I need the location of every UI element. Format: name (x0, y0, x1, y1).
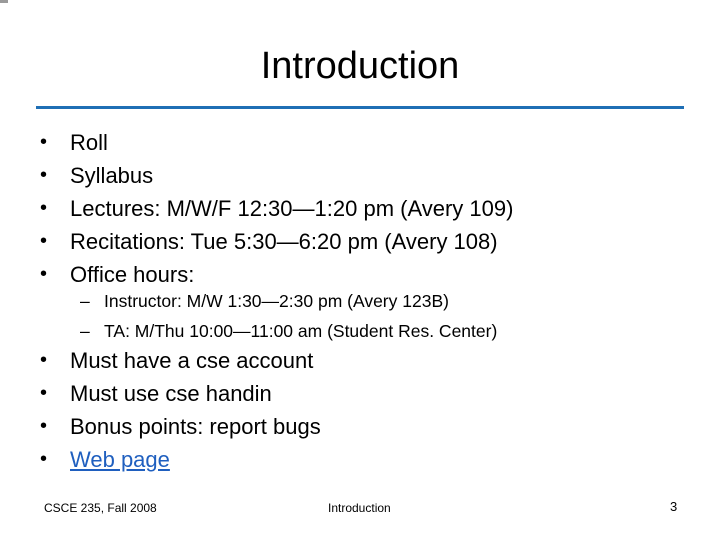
sub-item-text: Instructor: M/W 1:30—2:30 pm (Avery 123B) (104, 291, 449, 311)
bullet-item-syllabus (40, 159, 513, 192)
bullet-text: Lectures: M/W/F 12:30—1:20 pm (Avery 109) (70, 196, 514, 221)
bullet-item-roll (40, 126, 513, 159)
bullet-text: Bonus points: report bugs (70, 414, 321, 439)
bullet-icon: • (40, 415, 48, 437)
bullet-icon: • (40, 263, 48, 285)
corner-mark (0, 0, 8, 3)
sub-item-ta (80, 316, 497, 346)
bullet-item-lectures (40, 192, 513, 225)
title-underline (36, 106, 684, 109)
web-page-link[interactable]: Web page (70, 447, 170, 472)
bullet-item-cse-handin (40, 377, 321, 410)
bullet-text: Syllabus (70, 163, 154, 188)
bullet-list-top (40, 126, 513, 291)
office-hours-sublist (80, 286, 497, 346)
dash-icon: – (80, 321, 90, 341)
sub-item-text: TA: M/Thu 10:00—11:00 am (Student Res. Center) (104, 321, 498, 341)
bullet-icon: • (40, 197, 48, 219)
bullet-item-cse-account (40, 344, 321, 377)
bullet-icon: • (40, 131, 48, 153)
bullet-text: Roll (70, 130, 108, 155)
bullet-text: Recitations: Tue 5:30—6:20 pm (Avery 108) (70, 229, 498, 254)
bullet-icon: • (40, 349, 48, 371)
bullet-icon: • (40, 164, 48, 186)
page-number: 3 (670, 499, 678, 514)
bullet-list-bottom (40, 344, 321, 476)
footer-topic: Introduction (328, 501, 391, 515)
footer-course: CSCE 235, Fall 2008 (44, 501, 157, 515)
bullet-icon: • (40, 230, 48, 252)
dash-icon: – (80, 291, 90, 311)
bullet-text: Office hours: (70, 262, 195, 287)
slide-title: Introduction (260, 45, 460, 87)
bullet-icon: • (40, 382, 48, 404)
bullet-text: Must use cse handin (70, 381, 272, 406)
bullet-icon: • (40, 448, 48, 470)
sub-item-instructor (80, 286, 497, 316)
bullet-item-bonus-points (40, 410, 321, 443)
bullet-text: Must have a cse account (70, 348, 314, 373)
bullet-item-recitations (40, 225, 513, 258)
bullet-item-web-page (40, 443, 321, 476)
